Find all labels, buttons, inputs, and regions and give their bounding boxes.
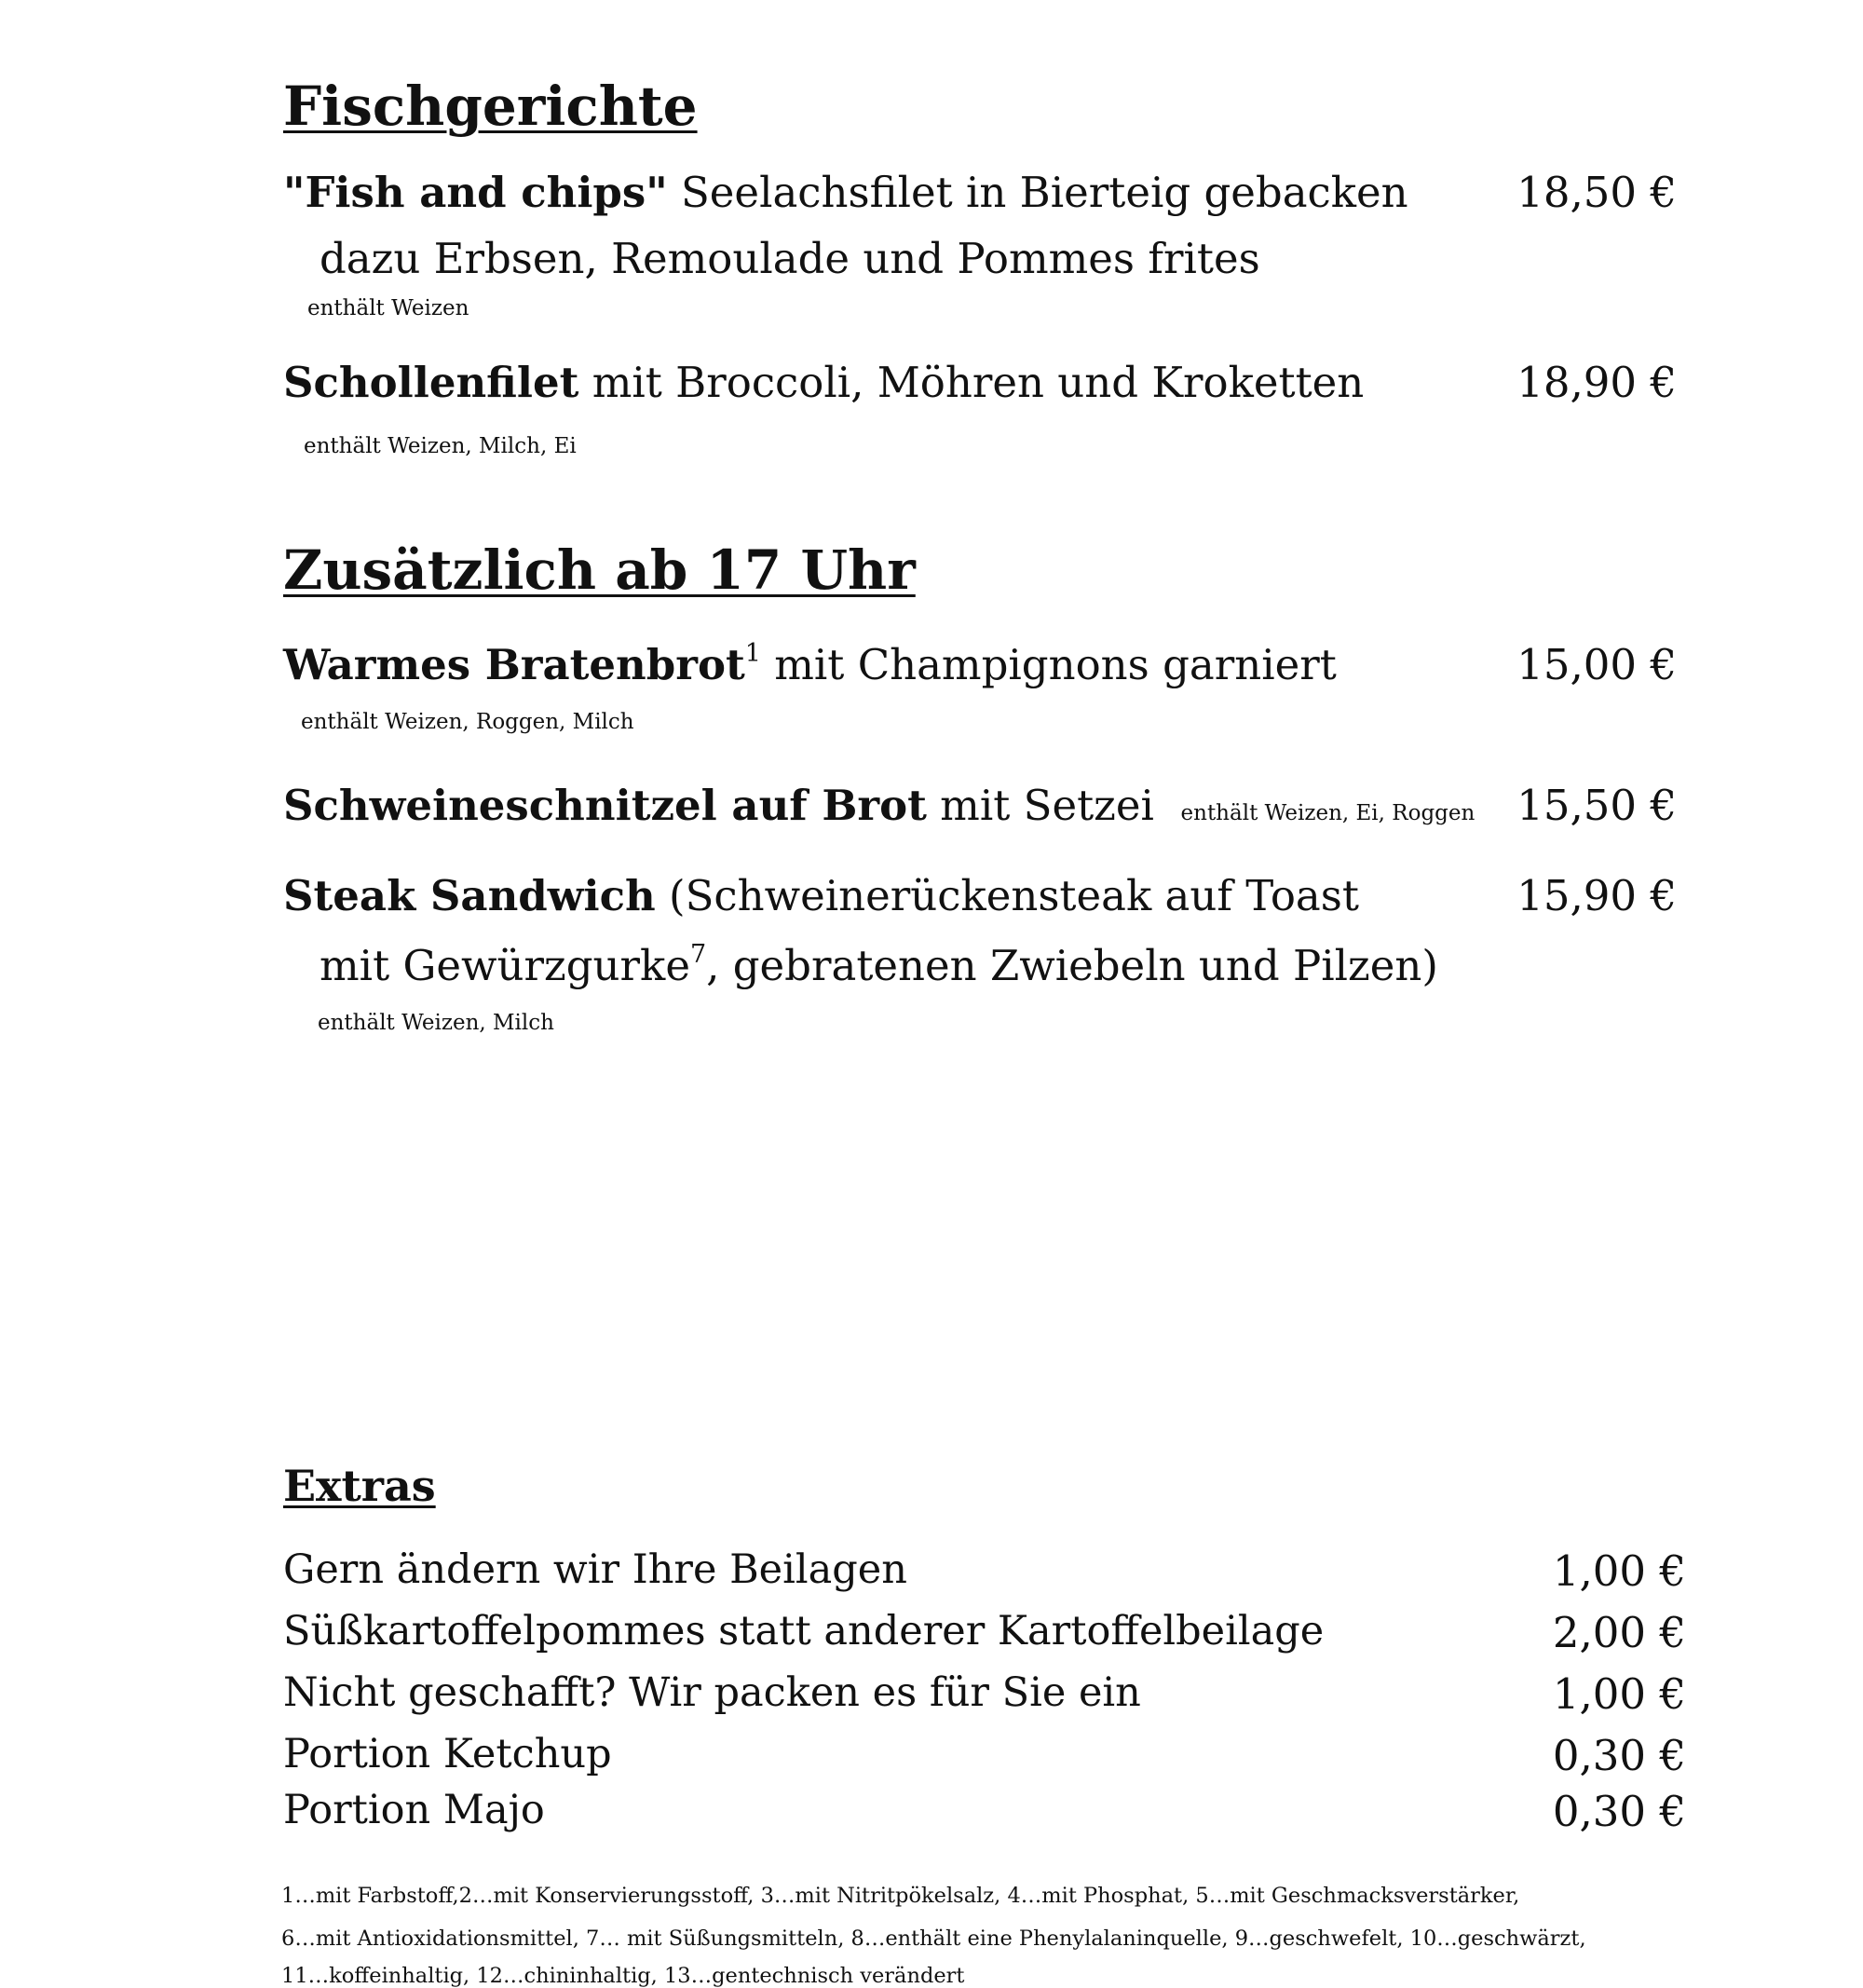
footnote-line: 1…mit Farbstoff,2…mit Konservierungsstoff, 3…mit Nitritpökelsalz, 4…mit Phosphat, 5…mit Geschmacksverstärker, [281,1884,1520,1908]
item-allergens: enthält Weizen [307,296,469,320]
section-title-fish: Fischgerichte [283,75,698,138]
item-price: 15,00 € [1516,640,1677,689]
item-description: mit Setzei [926,781,1154,830]
menu-item-schweineschnitzel [283,781,1475,830]
menu-item-bratenbrot [283,640,1337,689]
item-description: mit Champignons garniert [760,640,1337,689]
extra-price: 0,30 € [1552,1787,1686,1836]
description-part: , gebratenen Zwiebeln und Pilzen) [706,941,1438,990]
item-name: Schweineschnitzel auf Brot [283,781,927,830]
extra-label: Süßkartoffelpommes statt anderer Kartoffelbeilage [283,1608,1325,1654]
extra-price: 0,30 € [1552,1731,1686,1780]
item-description: Seelachsfilet in Bierteig gebacken [667,168,1408,217]
menu-item-fish-and-chips [283,168,1408,217]
item-name: Schollenfilet [283,358,579,407]
item-price: 18,50 € [1516,168,1677,217]
item-price: 15,90 € [1516,871,1677,920]
item-name: "Fish and chips" [283,168,668,217]
item-allergens: enthält Weizen, Roggen, Milch [301,710,634,734]
extra-label: Portion Majo [283,1787,545,1833]
section-title-extras: Extras [283,1461,436,1511]
item-description: (Schweinerückensteak auf Toast [655,871,1359,920]
footnote-line: 11…koffeinhaltig, 12…chininhaltig, 13…gentechnisch verändert [281,1964,965,1988]
footnote-marker: 1 [744,639,761,669]
extra-label: Gern ändern wir Ihre Beilagen [283,1546,907,1593]
item-allergens: enthält Weizen, Milch [318,1011,554,1035]
item-allergens: enthält Weizen, Ei, Roggen [1180,801,1475,825]
item-price: 18,90 € [1516,358,1677,407]
description-part: mit Gewürzgurke [320,941,690,990]
extra-price: 1,00 € [1552,1669,1686,1719]
item-allergens: enthält Weizen, Milch, Ei [304,434,577,458]
menu-item-steak-sandwich [283,871,1359,920]
footnote-line: 6…mit Antioxidationsmittel, 7… mit Süßungsmitteln, 8…enthält eine Phenylalaninquelle, 9…geschwefelt, 10…geschwärzt, [281,1927,1586,1951]
extra-price: 1,00 € [1552,1546,1686,1596]
menu-item-schollenfilet [283,358,1364,407]
extra-label: Portion Ketchup [283,1731,612,1777]
item-price: 15,50 € [1516,781,1677,830]
item-name: Warmes Bratenbrot [283,640,745,689]
item-description-line2 [320,941,1438,990]
item-description-line2: dazu Erbsen, Remoulade und Pommes frites [320,234,1260,283]
extra-price: 2,00 € [1552,1608,1686,1657]
section-title-evening: Zusätzlich ab 17 Uhr [283,538,916,602]
footnote-marker: 7 [689,940,707,970]
extra-label: Nicht geschafft? Wir packen es für Sie ein [283,1669,1141,1716]
item-description: mit Broccoli, Möhren und Kroketten [578,358,1365,407]
item-name: Steak Sandwich [283,871,656,920]
